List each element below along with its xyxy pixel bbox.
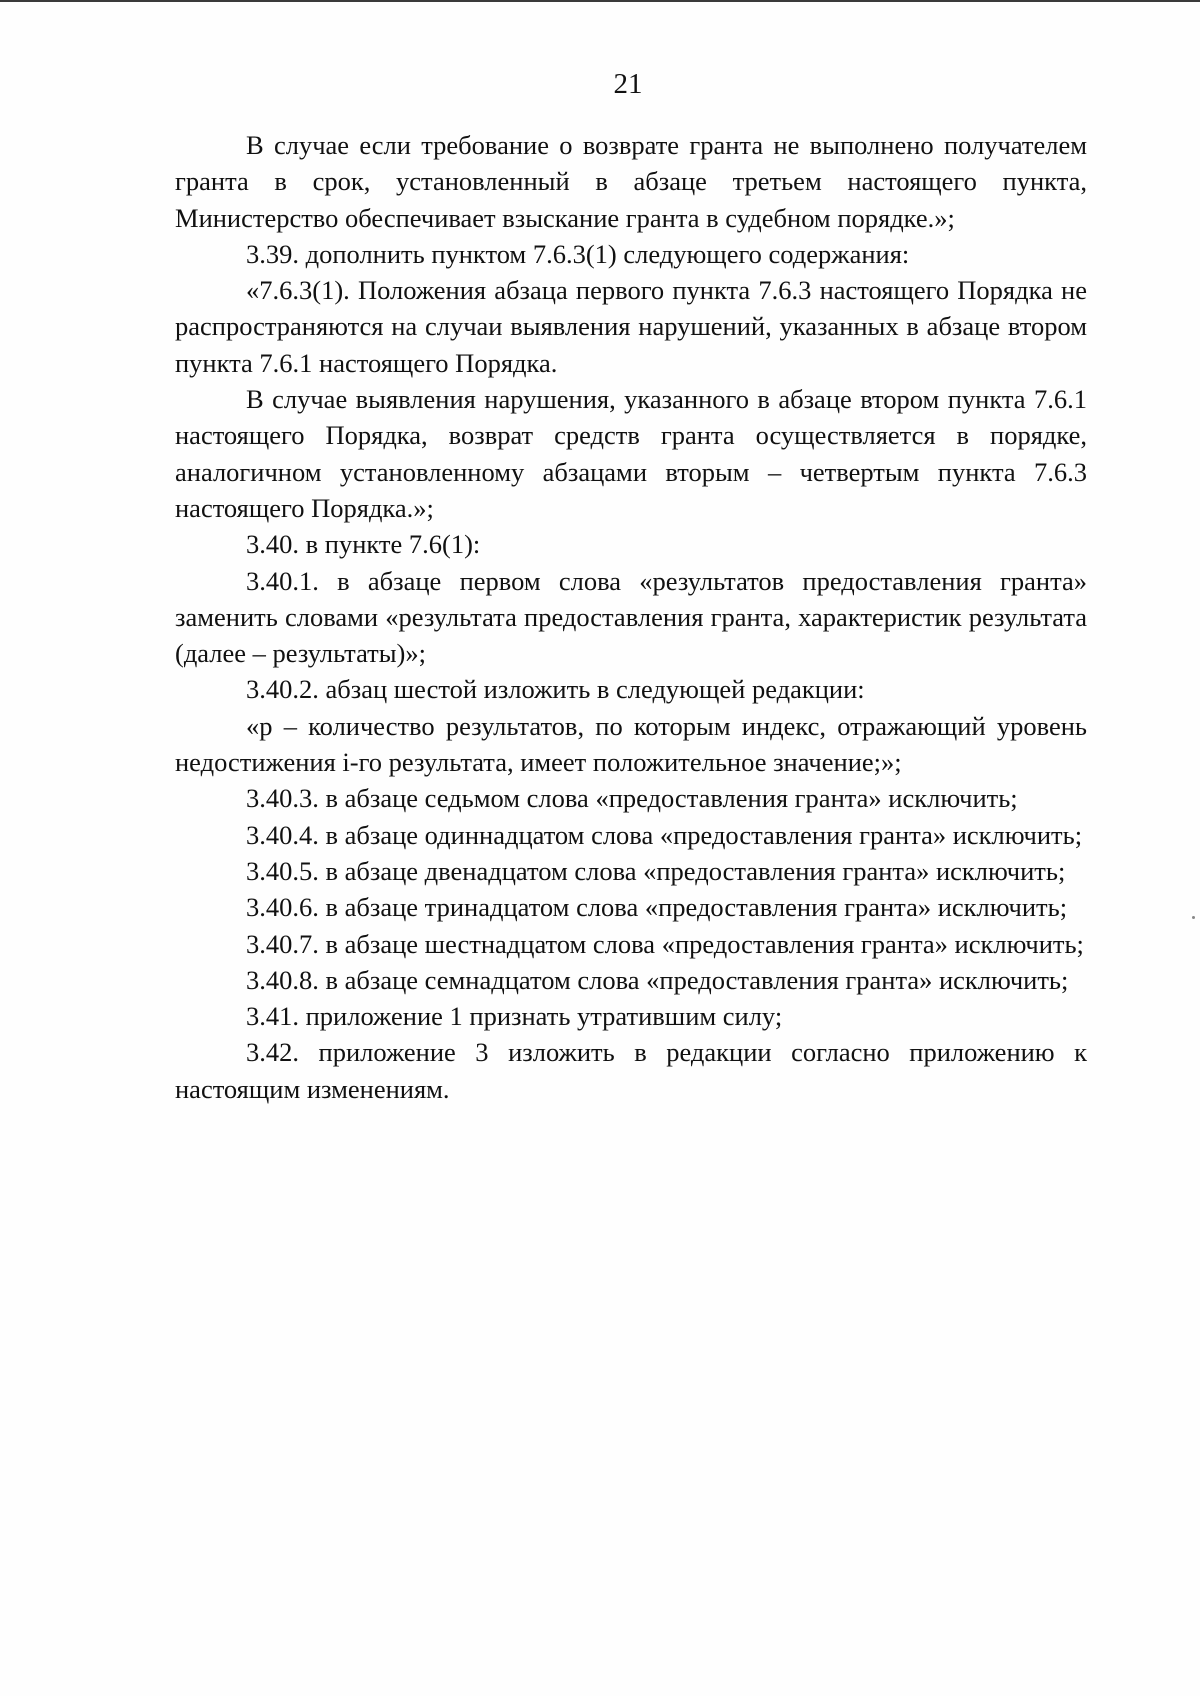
paragraph-7-6-3-1: «7.6.3(1). Положения абзаца первого пункта 7.6.3 настоящего Порядка не распространяются на случаи выявления нарушений, указанных в абзаце втором пункта 7.6.1 настоящего Порядка. bbox=[175, 275, 1087, 378]
paragraph-3-40-5: 3.40.5. в абзаце двенадцатом слова «предоставления гранта» исключить; bbox=[246, 855, 1066, 886]
paragraph-3-42: 3.42. приложение 3 изложить в редакции согласно приложению к настоящим изменениям. bbox=[175, 1037, 1087, 1104]
paragraph-3-40-8: 3.40.8. в абзаце семнадцатом слова «предоставления гранта» исключить; bbox=[246, 964, 1069, 995]
scan-speck bbox=[1192, 916, 1195, 919]
paragraph-violation-return: В случае выявления нарушения, указанного в абзаце втором пункта 7.6.1 настоящего Порядка, возврат средств гранта осуществляется в порядке, аналогичном установленному абзацами вторым – четвертым пункта 7.6.3 настоящего Порядка.»; bbox=[175, 384, 1087, 523]
paragraph-3-40-2: 3.40.2. абзац шестой изложить в следующей редакции: bbox=[246, 674, 865, 705]
paragraph-3-40-6: 3.40.6. в абзаце тринадцатом слова «предоставления гранта» исключить; bbox=[246, 892, 1068, 923]
document-body bbox=[175, 127, 1087, 1107]
paragraph-grant-recovery-court: В случае если требование о возврате гранта не выполнено получателем гранта в срок, установленный в абзаце третьем настоящего пункта, Министерство обеспечивает взыскание гранта в судебном порядке.»; bbox=[175, 130, 1087, 233]
scan-top-edge bbox=[0, 0, 1200, 2]
paragraph-formula-p-definition: «р – количество результатов, по которым индекс, отражающий уровень недостижения i-го результата, имеет положительное значение;»; bbox=[175, 710, 1087, 778]
page-number: 21 bbox=[613, 68, 643, 100]
paragraph-3-40: 3.40. в пункте 7.6(1): bbox=[246, 529, 481, 560]
paragraph-3-41: 3.41. приложение 1 признать утратившим силу; bbox=[246, 1001, 783, 1032]
paragraph-3-40-3: 3.40.3. в абзаце седьмом слова «предоставления гранта» исключить; bbox=[246, 783, 1018, 814]
paragraph-3-40-7: 3.40.7. в абзаце шестнадцатом слова «предоставления гранта» исключить; bbox=[246, 928, 1084, 959]
paragraph-3-40-1: 3.40.1. в абзаце первом слова «результатов предоставления гранта» заменить словами «результата предоставления гранта, характеристик результата (далее – результаты)»; bbox=[175, 565, 1087, 669]
paragraph-3-40-4: 3.40.4. в абзаце одиннадцатом слова «предоставления гранта» исключить; bbox=[246, 819, 1083, 850]
paragraph-3-39: 3.39. дополнить пунктом 7.6.3(1) следующего содержания: bbox=[246, 238, 910, 269]
